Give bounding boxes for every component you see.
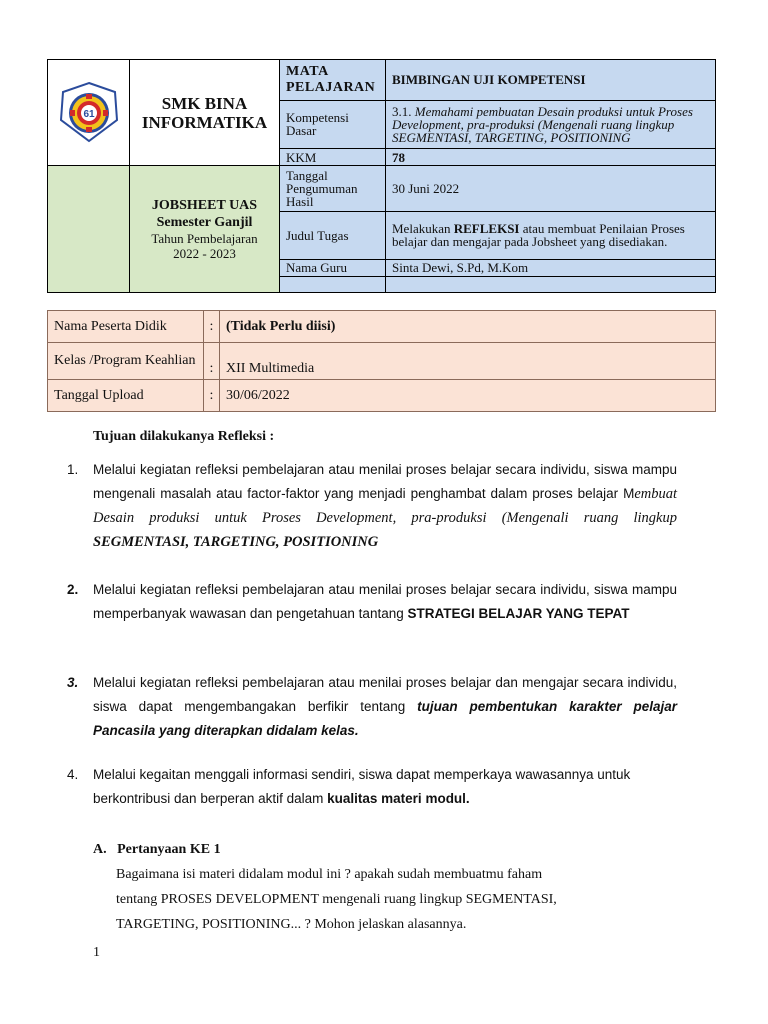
header-table	[47, 59, 715, 293]
question-line: TARGETING, POSITIONING... ? Mohon jelaskan alasannya.	[116, 917, 467, 932]
svg-text:61: 61	[82, 108, 95, 120]
judul-value-cell	[386, 211, 716, 259]
class-program-label: Kelas /Program Keahlian	[54, 353, 196, 369]
tanggal-pengumuman-value: 30 Juni 2022	[392, 181, 460, 197]
kompetensi-label-cell	[280, 100, 386, 149]
list-item	[67, 458, 677, 554]
mata-pelajaran-label-cell	[280, 60, 386, 101]
school-name-cell	[130, 60, 280, 166]
judul-tugas-keyword: REFLEKSI	[453, 221, 520, 237]
item-text-bold-italic: SEGMENTASI, TARGETING, POSITIONING	[93, 534, 379, 550]
academic-year: 2022 - 2023	[173, 246, 236, 262]
question-line: Bagaimana isi materi didalam modul ini ? apakah sudah membuatmu faham	[116, 867, 543, 882]
list-item	[67, 763, 677, 811]
question-title: Pertanyaan KE 1	[117, 842, 221, 857]
student-row	[48, 342, 716, 380]
item-text-bold: STRATEGI BELAJAR YANG TEPAT	[407, 606, 630, 621]
colon: :	[209, 361, 214, 377]
question-section	[93, 837, 673, 937]
item-text-bold-italic: tujuan pembentukan karakter pelajar Pancasila yang diterapkan didalam kelas.	[93, 699, 677, 738]
list-number: 2.	[67, 582, 79, 597]
academic-year-label: Tahun Pembelajaran	[151, 231, 258, 247]
list-number: 1.	[67, 462, 79, 477]
school-logo-icon	[55, 80, 123, 144]
mata-pelajaran-value: BIMBINGAN UJI KOMPETENSI	[392, 72, 586, 88]
guru-value-cell	[386, 259, 716, 276]
student-info-table	[47, 310, 715, 412]
nama-guru-label: Nama Guru	[286, 260, 348, 276]
nama-guru-value: Sinta Dewi, S.Pd, M.Kom	[392, 260, 529, 276]
list-item	[67, 671, 677, 743]
colon: :	[209, 318, 214, 334]
page-number: 1	[93, 945, 100, 960]
kompetensi-dasar-value: Memahami pembuatan Desain produksi untuk Proses Development, pra-produksi (Mengenali ruang lingkup SEGMENTASI, TARGETING, POSITIONING	[392, 103, 693, 145]
judul-tugas-label: Judul Tugas	[286, 227, 349, 243]
class-program-value: XII Multimedia	[226, 361, 315, 377]
school-logo-cell	[48, 60, 130, 166]
jobsheet-title: JOBSHEET UAS	[151, 198, 258, 214]
student-name-label: Nama Peserta Didik	[54, 318, 167, 334]
empty-value-cell	[386, 276, 716, 292]
student-row	[48, 311, 716, 343]
kkm-value-cell	[386, 149, 716, 166]
tanggal-label-cell	[280, 166, 386, 212]
mata-pelajaran-label: MATA PELAJARAN	[286, 63, 376, 95]
logo-spacer-cell	[48, 166, 130, 293]
item-text: Melalui kegiatan refleksi pembelajaran atau menilai proses belajar secara individu, siswa mampu mengenali masalah atau factor-faktor yang menjadi penghambat dalam proses belajar M	[93, 462, 677, 501]
school-name: SMK BINA INFORMATIKA	[141, 93, 268, 132]
kompetensi-dasar-number: 3.1.	[392, 103, 415, 119]
item-text: Melalui kegiatan refleksi pembelajaran atau menilai proses belajar secara individu, siswa mampu memperbanyak wawasan dan pengetahuan tantang	[93, 582, 677, 621]
list-item	[67, 578, 677, 626]
judul-tugas-pre: Melakukan	[392, 221, 454, 237]
upload-date-label: Tanggal Upload	[54, 388, 144, 404]
item-text: Melalui kegiatan refleksi pembelajaran atau menilai proses belajar dan mengajar secara individu, siswa dapat mengembangakan berfikir tentang	[93, 675, 677, 714]
list-number: 3.	[67, 675, 79, 690]
kompetensi-value-cell	[386, 100, 716, 149]
student-row	[48, 380, 716, 412]
kkm-value: 78	[392, 149, 405, 165]
question-line: tentang PROSES DEVELOPMENT mengenali ruang lingkup SEGMENTASI,	[116, 892, 557, 907]
tanggal-value-cell	[386, 166, 716, 212]
item-text-italic: embuat Desain produksi untuk Proses Development, pra-produksi (Mengenali ruang lingkup	[93, 486, 677, 526]
reflection-heading: Tujuan dilakukanya Refleksi :	[93, 429, 275, 444]
kkm-label: KKM	[286, 149, 317, 165]
guru-label-cell	[280, 259, 386, 276]
list-number: 4.	[67, 767, 79, 782]
mata-pelajaran-value-cell	[386, 60, 716, 101]
item-text-bold: kualitas materi modul.	[327, 791, 470, 806]
semester-label: Semester Ganjil	[156, 215, 253, 231]
question-title-row	[93, 837, 673, 862]
kkm-label-cell	[280, 149, 386, 166]
student-name-value: (Tidak Perlu diisi)	[226, 318, 336, 334]
judul-label-cell	[280, 211, 386, 259]
jobsheet-info-cell	[130, 166, 280, 293]
question-marker: A.	[93, 842, 107, 857]
upload-date-value: 30/06/2022	[226, 388, 290, 404]
item-text: Melalui kegaitan menggali informasi sendiri, siswa dapat memperkaya wawasannya untuk berkontribusi dan berperan aktif dalam	[93, 767, 631, 806]
kompetensi-dasar-label: Kompetensi Dasar	[286, 110, 349, 139]
tanggal-pengumuman-label: Tanggal Pengumuman Hasil	[286, 168, 358, 210]
empty-label-cell	[280, 276, 386, 292]
judul-tugas-post: atau membuat Penilaian Proses belajar dan mengajar pada Jobsheet yang disediakan.	[392, 221, 685, 250]
colon: :	[209, 388, 214, 404]
